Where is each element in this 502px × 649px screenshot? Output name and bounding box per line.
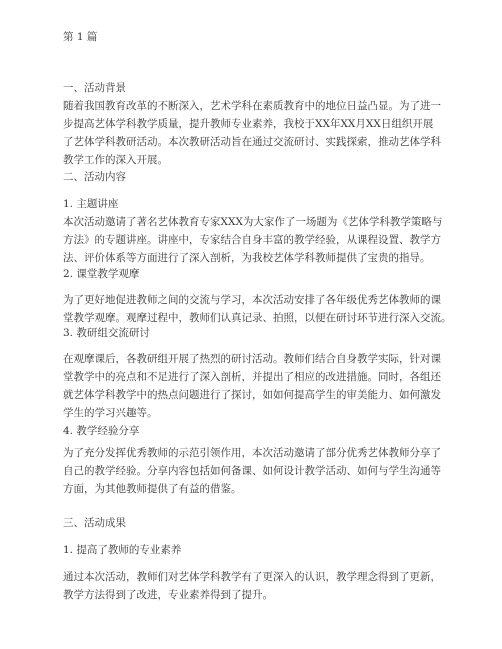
text-line: 就艺体学科教学中的热点问题进行了探讨，如如何提高学生的审美能力、如何激发 (63, 389, 441, 401)
paragraph-discussion (63, 350, 443, 422)
text-line: 堂教学观摩。观摩过程中，教师们认真记录、拍照，以便在研讨环节进行深入交流。 (63, 312, 452, 324)
item-heading-discussion: 3. 教研组交流研讨 (63, 327, 150, 339)
text-line: 通过本次活动，教师们对艺体学科教学有了更深入的认识，教学理念得到了更新， (63, 571, 441, 583)
text-line: 学生的学习兴趣等。 (63, 407, 158, 419)
text-line: 教学方法得到了改进，专业素养得到了提升。 (63, 589, 273, 601)
text-line: 方面，为其他教师提供了有益的借鉴。 (63, 483, 242, 495)
text-line: 教学工作的深入开展。 (63, 154, 168, 166)
item-heading-lecture: 1. 主题讲座 (63, 198, 119, 210)
text-line: 堂教学中的亮点和不足进行了深入剖析，并提出了相应的改进措施。同时，各组还 (63, 371, 441, 383)
text-line: 本次活动邀请了著名艺体教育专家XXX为大家作了一场题为《艺体学科教学策略与 (63, 216, 443, 228)
text-line: 方法》的专题讲座。讲座中，专家结合自身丰富的教学经验，从课程设置、教学方 (63, 234, 441, 246)
item-heading-experience: 4. 教学经验分享 (63, 425, 140, 437)
text-line: 了艺体学科教研活动。本次教研活动旨在通过交流研讨、实践探索，推动艺体学科 (63, 136, 441, 148)
item-heading-observation: 2. 课堂教学观摩 (63, 268, 140, 280)
paragraph-background (63, 97, 443, 169)
paragraph-lecture (63, 213, 443, 267)
text-line: 随着我国教育改革的不断深入，艺术学科在素质教育中的地位日益凸显。为了进一 (63, 100, 441, 112)
text-line: 法、评价体系等方面进行了深入剖析，为我校艺体学科教师提供了宝贵的指导。 (63, 252, 431, 264)
result-heading-professional: 1. 提高了教师的专业素养 (63, 544, 182, 556)
section-heading-content: 二、活动内容 (63, 171, 126, 183)
paragraph-observation (63, 291, 452, 327)
text-line: 为了更好地促进教师之间的交流与学习，本次活动安排了各年级优秀艺体教师的课 (63, 294, 441, 306)
section-heading-results: 三、活动成果 (63, 517, 126, 529)
text-line: 为了充分发挥优秀教师的示范引领作用，本次活动邀请了部分优秀艺体教师分享了 (63, 447, 441, 459)
paragraph-experience (63, 444, 443, 498)
text-line: 自己的教学经验。分享内容包括如何备课、如何设计教学活动、如何与学生沟通等 (63, 465, 441, 477)
text-line: 在观摩课后，各教研组开展了热烈的研讨活动。教师们结合自身教学实际，针对课 (63, 353, 441, 365)
paragraph-professional (63, 568, 443, 604)
chapter-label: 第 1 篇 (63, 31, 98, 43)
text-line: 步提高艺体学科教学质量，提升教师专业素养，我校于XX年XX月XX日组织开展 (63, 118, 434, 130)
section-heading-background: 一、活动背景 (63, 82, 126, 94)
